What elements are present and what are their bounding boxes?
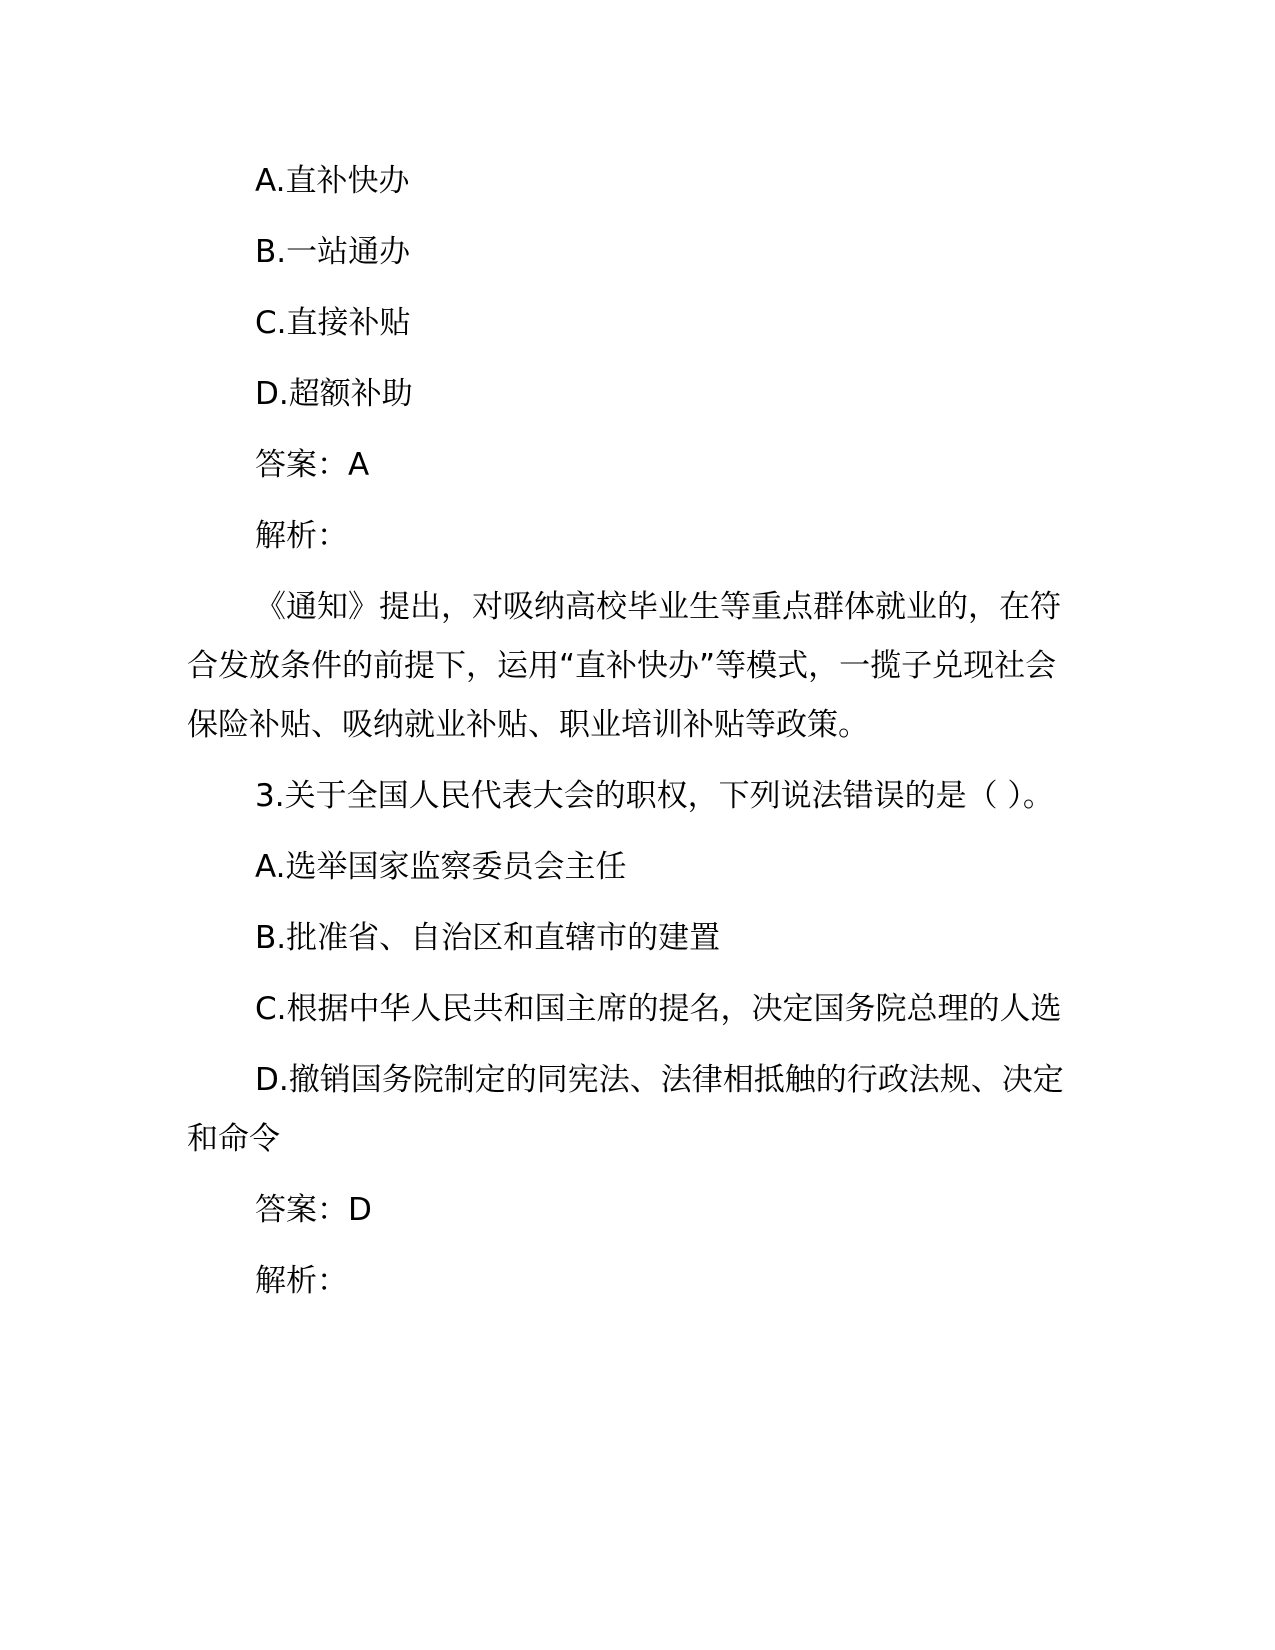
q3-analysis-label: 解析： <box>255 1263 348 1299</box>
q2-answer: 答案：A <box>255 447 370 483</box>
document-body <box>187 152 1087 1323</box>
q2-option-c: C.直接补贴 <box>255 305 411 341</box>
q3-option-b: B.批准省、自治区和直辖市的建置 <box>255 920 721 956</box>
q2-analysis-label: 解析： <box>255 518 348 554</box>
q3-answer: 答案：D <box>255 1192 372 1228</box>
q2-option-a: A.直补快办 <box>255 163 410 199</box>
q3-option-d: D.撤销国务院制定的同宪法、法律相抵触的行政法规、决定和命令 <box>187 1062 1064 1157</box>
q3-question: 3.关于全国人民代表大会的职权，下列说法错误的是（ ）。 <box>255 778 1054 814</box>
q2-analysis-text: 《通知》提出，对吸纳高校毕业生等重点群体就业的，在符合发放条件的前提下，运用“直补快办”等模式，一揽子兑现社会保险补贴、吸纳就业补贴、职业培训补贴等政策。 <box>187 589 1061 743</box>
q3-option-c: C.根据中华人民共和国主席的提名，决定国务院总理的人选 <box>255 991 1062 1027</box>
q2-option-b: B.一站通办 <box>255 234 411 270</box>
q2-option-d: D.超额补助 <box>255 376 413 412</box>
q3-option-a: A.选举国家监察委员会主任 <box>255 849 627 885</box>
